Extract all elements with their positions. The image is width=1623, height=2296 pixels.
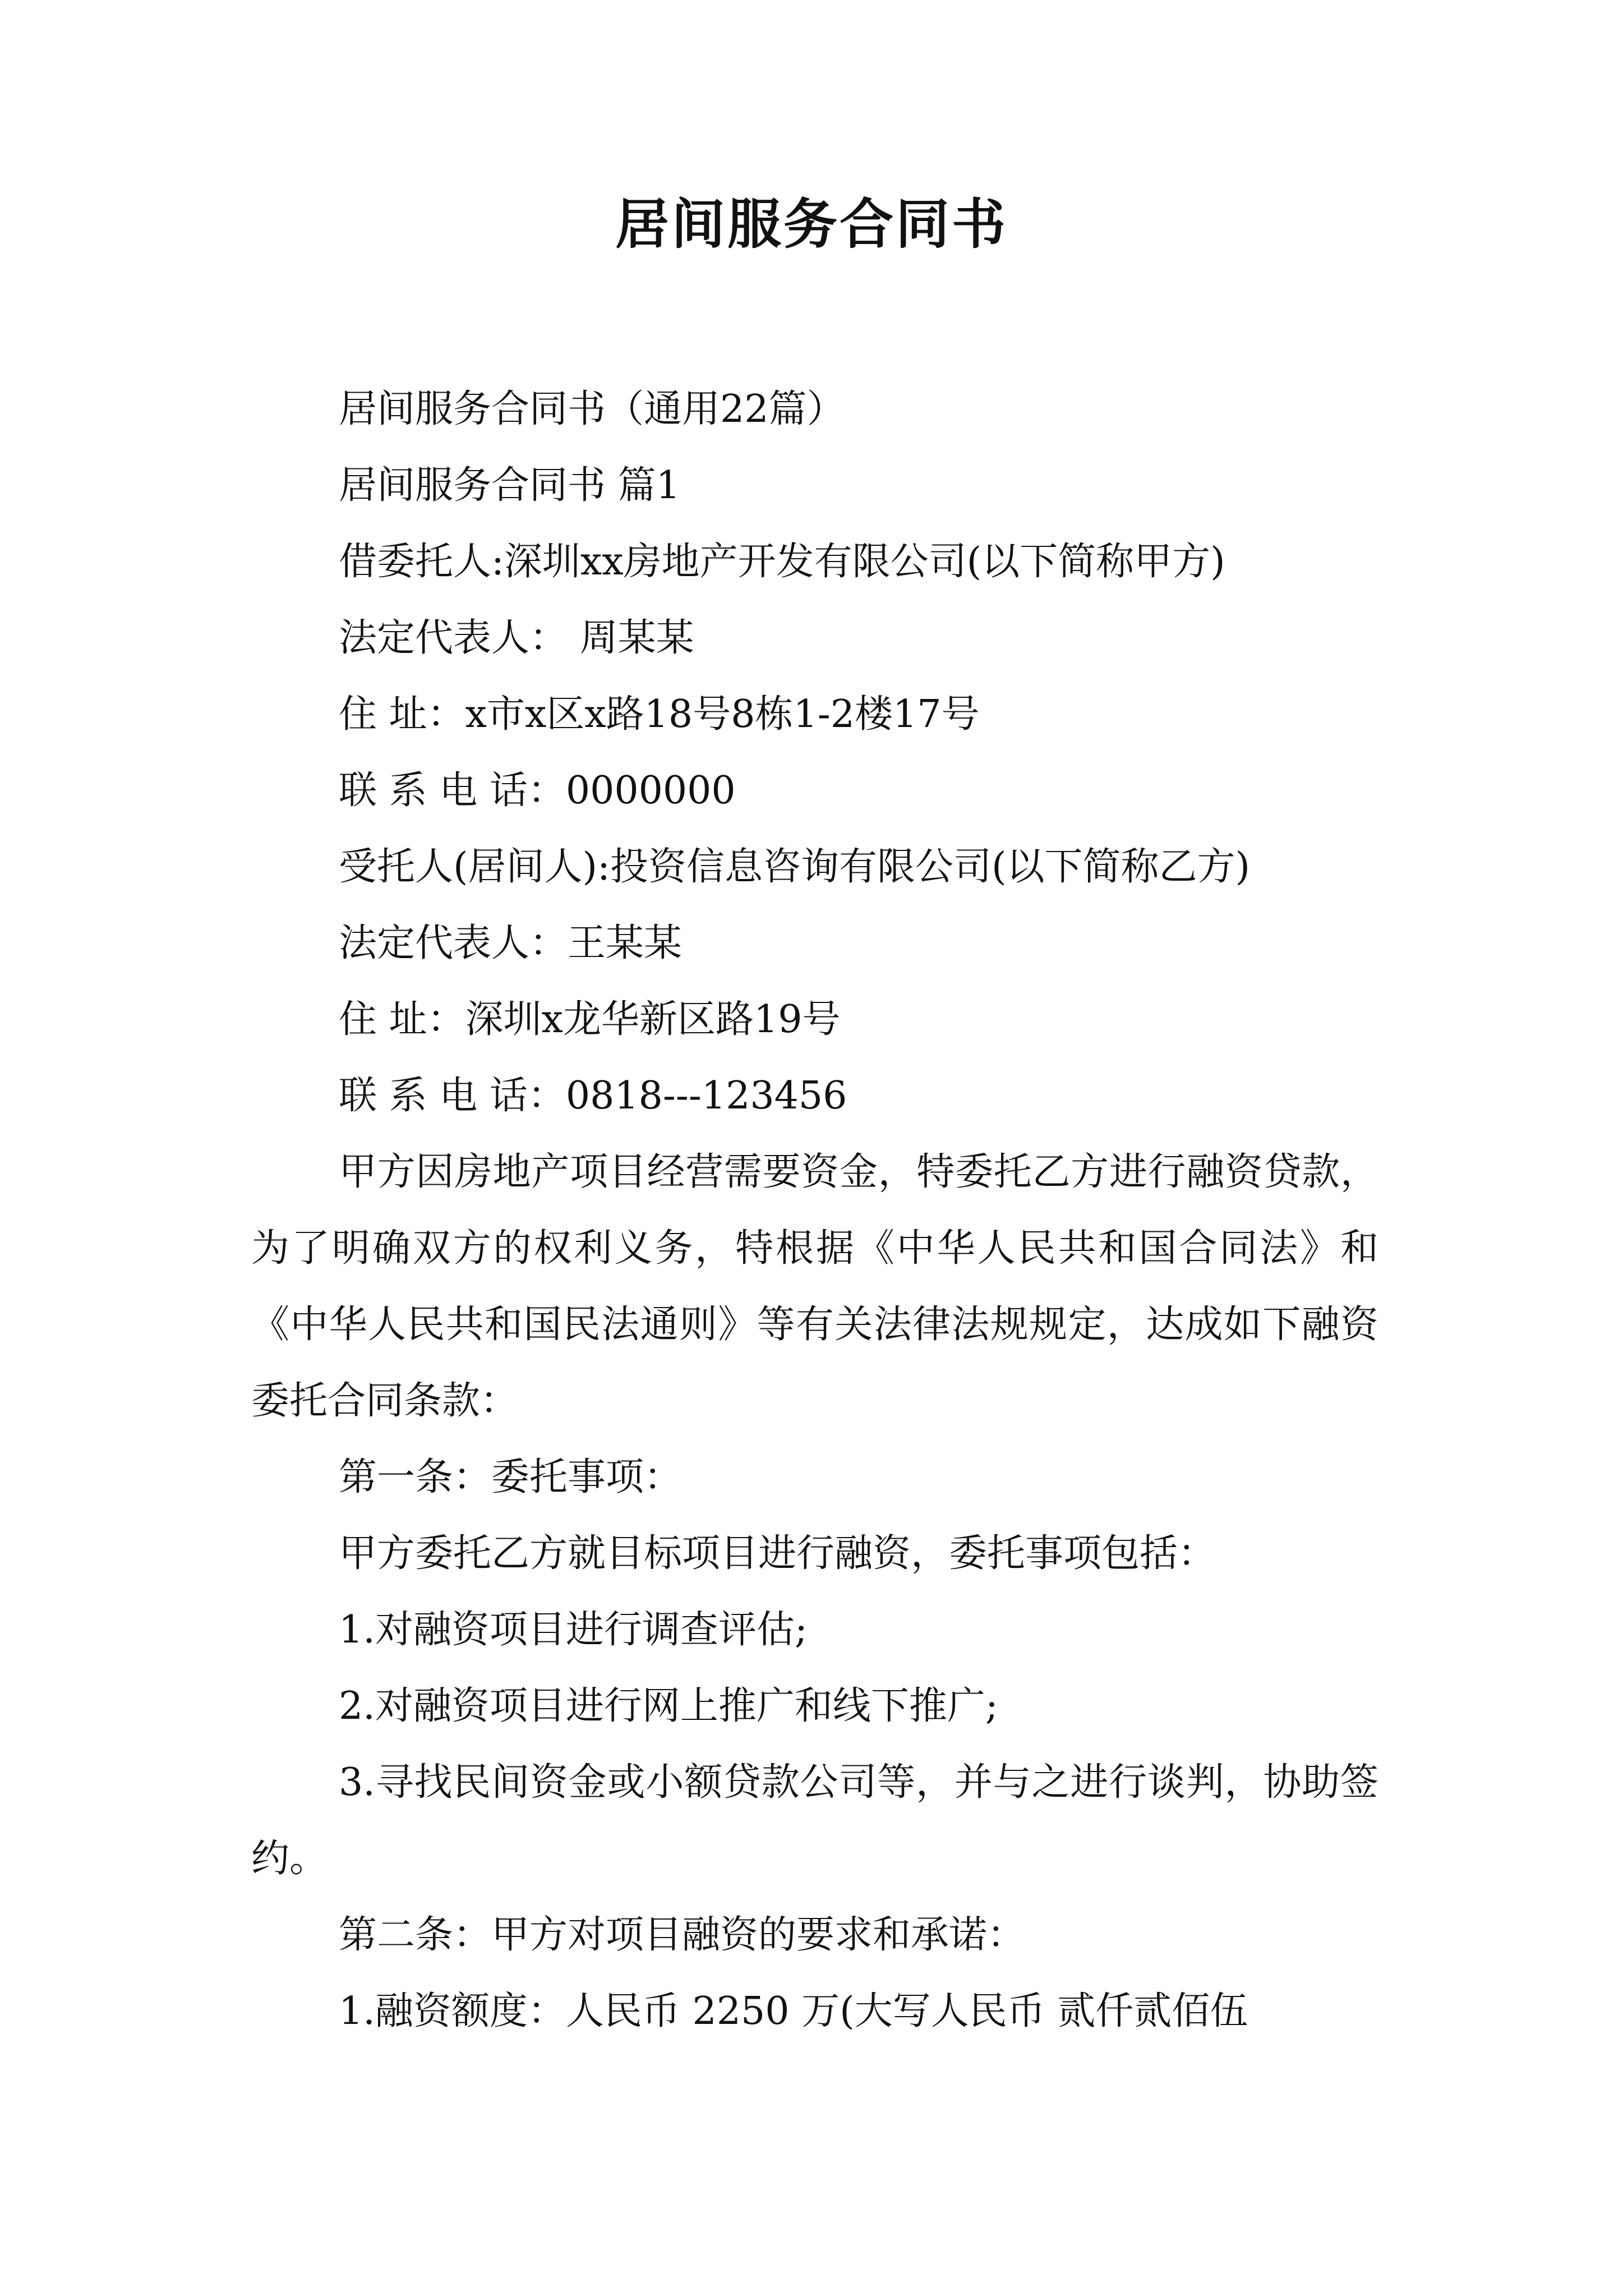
article1-item1: 1.对融资项目进行调查评估; [339, 1608, 808, 1652]
article1-intro: 甲方委托乙方就目标项目进行融资，委托事项包括： [339, 1531, 1216, 1576]
subtitle: 居间服务合同书（通用22篇） [339, 387, 845, 431]
party-a-line: 借委托人:深圳xx房地产开发有限公司(以下简称甲方) [339, 540, 1225, 584]
party-a-representative: 法定代表人： 周某某 [339, 616, 694, 660]
party-b-representative: 法定代表人：王某某 [339, 921, 683, 965]
party-b-line: 受托人(居间人):投资信息咨询有限公司(以下简称乙方) [339, 845, 1251, 889]
article2-heading: 第二条：甲方对项目融资的要求和承诺： [339, 1913, 1026, 1957]
party-a-phone: 联 系 电 话：0000000 [339, 769, 736, 813]
document-body [251, 371, 1378, 2050]
preamble-paragraph: 甲方因房地产项目经营需要资金，特委托乙方进行融资贷款，为了明确双方的权利义务，特根据《中华人民共和国合同法》和《中华人民共和国民法通则》等有关法律法规规定，达成如下融资委托合同条款： [251, 1150, 1378, 1423]
party-b-address: 住 址：深圳x龙华新区路19号 [339, 997, 841, 1042]
party-b-phone: 联 系 电 话：0818---123456 [339, 1074, 847, 1118]
article1-heading: 第一条：委托事项： [339, 1455, 683, 1499]
article1-item2: 2.对融资项目进行网上推广和线下推广; [339, 1684, 998, 1728]
article2-item1: 1.融资额度：人民币 2250 万(大写人民币 贰仟贰佰伍 [339, 1989, 1248, 2033]
document-title: 居间服务合同书 [615, 193, 1008, 256]
article1-item3: 3.寻找民间资金或小额贷款公司等，并与之进行谈判，协助签约。 [251, 1760, 1378, 1881]
party-a-address: 住 址：x市x区x路18号8栋1-2楼17号 [339, 692, 980, 737]
section-heading: 居间服务合同书 篇1 [339, 463, 680, 508]
